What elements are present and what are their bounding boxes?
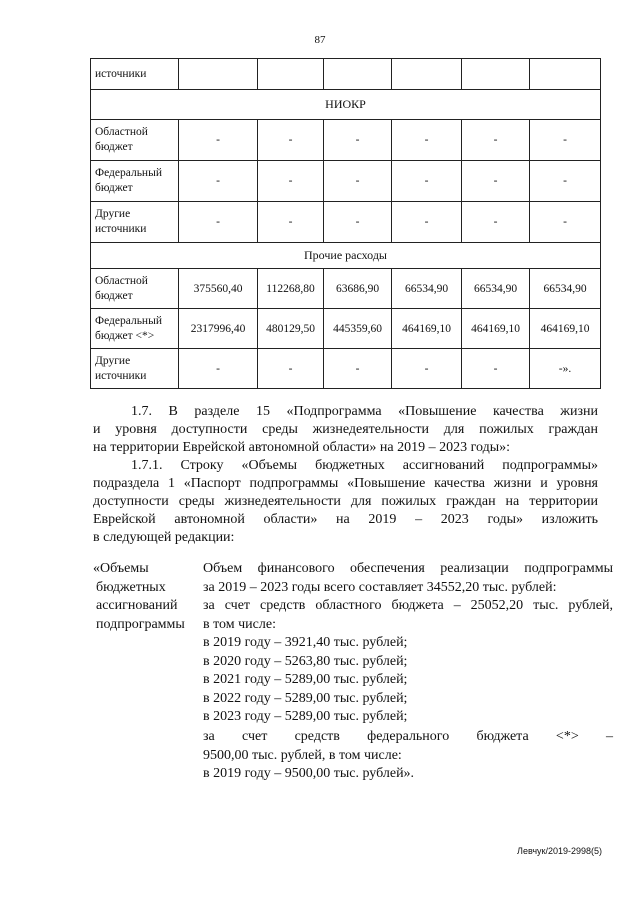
text-line: в 2023 году – 5289,00 тыс. рублей; (203, 709, 408, 724)
value-cell: - (530, 120, 601, 161)
value-cell: - (258, 161, 324, 202)
text-line: 9500,00 тыс. рублей, в том числе: (203, 747, 402, 763)
text-line: доступности среды жизнедеятельности для пожилых граждан на территории (93, 494, 598, 509)
source-cell: Другие источники (91, 349, 179, 389)
text-line: Объем финансового обеспечения реализации подпрограммы (203, 561, 613, 576)
value-cell: 464169,10 (392, 309, 462, 349)
table-row (91, 202, 601, 243)
source-cell: Федеральный бюджет (91, 161, 179, 202)
budget-table (90, 58, 601, 389)
text-line: за счет средств областного бюджета – 25052,20 тыс. рублей, (203, 598, 613, 613)
text-line: за счет средств федерального бюджета <*> – (203, 729, 613, 744)
label-line: «Объемы (93, 561, 149, 576)
value-cell: 464169,10 (462, 309, 530, 349)
text-line: за 2019 – 2023 годы всего составляет 34552,20 тыс. рублей: (203, 579, 557, 595)
footer-doc-code: Левчук/2019-2998(5) (517, 846, 602, 856)
value-cell: - (324, 120, 392, 161)
value-cell (530, 59, 601, 90)
value-cell: 480129,50 (258, 309, 324, 349)
text-line: в 2022 году – 5289,00 тыс. рублей; (203, 690, 408, 706)
value-cell: - (462, 349, 530, 389)
value-cell (258, 59, 324, 90)
text-line: в следующей редакции: (93, 530, 235, 545)
passport-label (93, 560, 193, 634)
label-line: подпрограммы (96, 616, 185, 632)
value-cell: 66534,90 (530, 269, 601, 309)
table-row (91, 349, 601, 389)
label-line: ассигнований (96, 598, 178, 613)
value-cell (179, 59, 258, 90)
value-cell: - (179, 202, 258, 243)
value-cell: - (462, 120, 530, 161)
value-cell (324, 59, 392, 90)
source-cell: Федеральный бюджет <*> (91, 309, 179, 349)
section-header-row (91, 243, 601, 269)
value-cell: -». (530, 349, 601, 389)
value-cell: - (392, 161, 462, 202)
value-cell: - (392, 202, 462, 243)
section-header-row (91, 90, 601, 120)
value-cell: - (324, 349, 392, 389)
value-cell: - (179, 120, 258, 161)
text-line: и уровня доступности среды жизнедеятельности для пожилых граждан (93, 422, 598, 437)
source-cell: источники (91, 59, 179, 90)
value-cell: - (530, 202, 601, 243)
value-cell: - (258, 120, 324, 161)
value-cell: - (324, 202, 392, 243)
value-cell: 375560,40 (179, 269, 258, 309)
page-number: 87 (314, 34, 326, 46)
table-row (91, 59, 601, 90)
value-cell: 2317996,40 (179, 309, 258, 349)
value-cell: - (258, 202, 324, 243)
text-line: 1.7.1. Строку «Объемы бюджетных ассигнований подпрограммы» (131, 458, 598, 473)
value-cell: - (392, 120, 462, 161)
value-cell: 445359,60 (324, 309, 392, 349)
value-cell: 66534,90 (462, 269, 530, 309)
value-cell: 63686,90 (324, 269, 392, 309)
value-cell: - (530, 161, 601, 202)
value-cell: - (462, 161, 530, 202)
value-cell: - (258, 349, 324, 389)
value-cell: - (324, 161, 392, 202)
text-line: в 2020 году – 5263,80 тыс. рублей; (203, 653, 408, 669)
paragraph-1-7 (93, 403, 598, 457)
text-line: в 2021 году – 5289,00 тыс. рублей; (203, 672, 408, 687)
table-row (91, 120, 601, 161)
section-title: Прочие расходы (91, 243, 601, 269)
table-row (91, 161, 601, 202)
paragraph-1-7-1 (93, 457, 598, 547)
value-cell: - (392, 349, 462, 389)
value-cell: 66534,90 (392, 269, 462, 309)
text-line: в том числе: (203, 616, 276, 632)
value-cell (462, 59, 530, 90)
source-cell: Областной бюджет (91, 120, 179, 161)
value-cell: 464169,10 (530, 309, 601, 349)
section-title: НИОКР (91, 90, 601, 120)
source-cell: Другие источники (91, 202, 179, 243)
value-cell: - (462, 202, 530, 243)
value-cell: - (179, 161, 258, 202)
value-cell (392, 59, 462, 90)
value-cell: 112268,80 (258, 269, 324, 309)
label-line: бюджетных (96, 579, 166, 595)
text-line: в 2019 году – 3921,40 тыс. рублей; (203, 635, 408, 650)
text-line: на территории Еврейской автономной области» на 2019 – 2023 годы»: (93, 440, 511, 455)
text-line: Еврейской автономной области» на 2019 – 2023 годы» изложить (93, 512, 598, 527)
value-cell: - (179, 349, 258, 389)
table-row (91, 269, 601, 309)
passport-value-regional (203, 560, 613, 727)
table-row (91, 309, 601, 349)
text-line: 1.7. В разделе 15 «Подпрограмма «Повышение качества жизни (131, 404, 598, 419)
passport-value-federal (203, 728, 613, 784)
text-line: подраздела 1 «Паспорт подпрограммы «Повышение качества жизни и уровня (93, 476, 598, 491)
source-cell: Областной бюджет (91, 269, 179, 309)
text-line: в 2019 году – 9500,00 тыс. рублей». (203, 766, 415, 781)
